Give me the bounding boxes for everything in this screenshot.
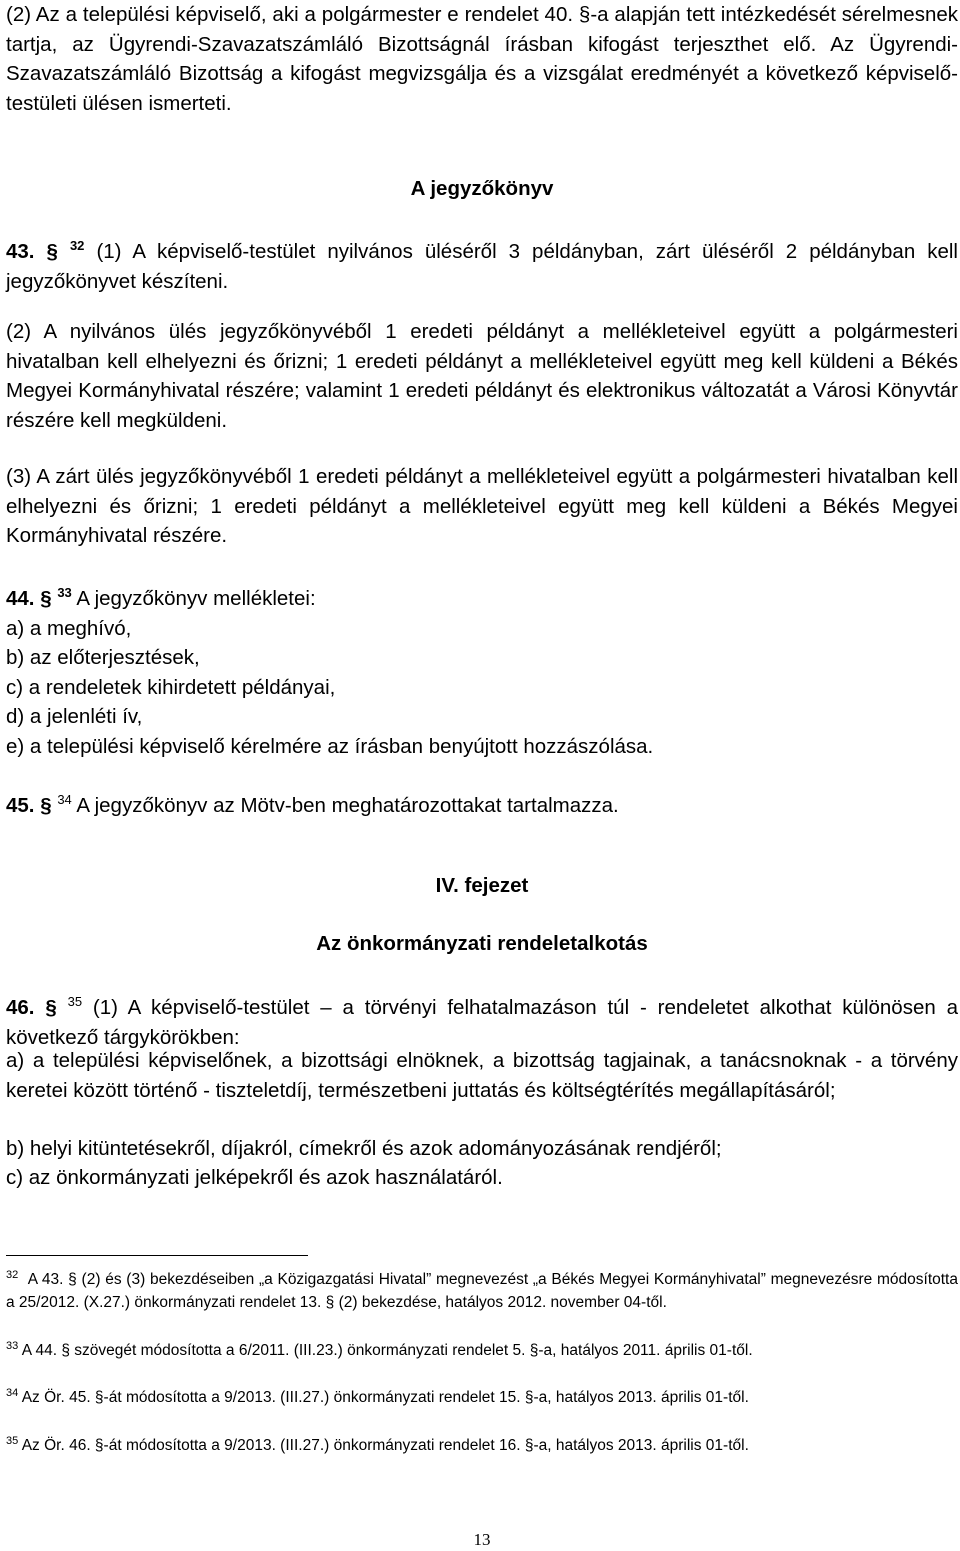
footnote-number: 35 xyxy=(6,1435,19,1447)
section-43-text-1: (1) A képviselő-testület nyilvános üléséről 3 példányban, zárt üléséről 2 példányban kell jegyzőkönyvet készíteni. xyxy=(6,240,958,293)
footnote-number: 33 xyxy=(6,1340,19,1352)
page-number: 13 xyxy=(473,1530,491,1549)
footnote-number: 32 xyxy=(6,1269,19,1281)
section-46-item-c: c) az önkormányzati jelképekről és azok használatáról. xyxy=(6,1166,503,1189)
footnote-ref-33: 33 xyxy=(57,585,72,600)
footnote-text: Az Ör. 45. §-át módosította a 9/2013. (III.27.) önkormányzati rendelet 15. §-a, hatályos 2013. április 01-től. xyxy=(21,1389,749,1406)
section-46-paragraph-1 xyxy=(6,987,958,1052)
list-item: d) a jelenléti ív, xyxy=(6,705,143,728)
footnote-ref-32: 32 xyxy=(69,238,85,253)
paragraph-42-2: (2) Az a települési képviselő, aki a polgármester e rendelet 40. §-a alapján tett intézkedését sérelmesnek tartja, az Ügyrendi-Szavazatszámláló Bizottságnál írásban kifogást terjeszthet elő. Az Ügyrendi-Szavazatszámláló Bizottság a kifogást megvizsgálja és a vizsgálat eredményét a következő képviselő-testületi ülésen ismerteti. xyxy=(6,3,958,115)
list-item: e) a települési képviselő kérelmére az írásban benyújtott hozzászólása. xyxy=(6,734,654,758)
section-46-item-b: b) helyi kitüntetésekről, díjakról, címekről és azok adományozásának rendjéről; xyxy=(6,1137,722,1160)
section-number-45: 45. § xyxy=(6,794,52,817)
section-45 xyxy=(6,785,958,821)
footnote-ref-34: 34 xyxy=(57,792,72,807)
list-item: b) az előterjesztések, xyxy=(6,646,200,669)
section-number-43: 43. § xyxy=(6,240,58,263)
section-45-text: A jegyzőkönyv az Mötv-ben meghatározottakat tartalmazza. xyxy=(76,794,619,817)
footnote-33 xyxy=(6,1335,958,1363)
footnote-text: A 43. § (2) és (3) bekezdéseiben „a Közigazgatási Hivatal” megnevezést „a Békés Megyei Kormányhivatal” megnevezésre módosította a 25/2012. (X.27.) önkormányzati rendelet 13. § (2) bekezdése, hatályos 2012. november 04-től. xyxy=(6,1271,958,1311)
footnote-text: A 44. § szövegét módosította a 6/2011. (III.23.) önkormányzati rendelet 5. §-a, hatályos 2011. április 01-től. xyxy=(21,1342,753,1359)
section-44-intro: A jegyzőkönyv mellékletei: xyxy=(76,587,316,610)
footnote-number: 34 xyxy=(6,1387,19,1399)
footnote-35 xyxy=(6,1430,958,1458)
footnote-separator xyxy=(6,1255,308,1256)
section-46-text-1: (1) A képviselő-testület – a törvényi felhatalmazáson túl - rendeletet alkothat különösen a következő tárgykörökben: xyxy=(6,996,958,1049)
section-number-46: 46. § xyxy=(6,996,57,1019)
section-43-paragraph-3: (3) A zárt ülés jegyzőkönyvéből 1 eredeti példányt a mellékleteivel együtt a polgármesteri hivatalban kell elhelyezni és őrizni; 1 eredeti példányt a mellékleteivel együtt meg kell küldeni a Békés Megyei Kormányhivatal részére. xyxy=(6,465,958,547)
section-number-44: 44. § xyxy=(6,587,52,610)
footnote-32 xyxy=(6,1264,958,1314)
section-46-item-a: a) a települési képviselőnek, a bizottsági elnöknek, a bizottság tagjainak, a tanácsnoknak - a törvény keretei között történő - tiszteletdíj, természetbeni juttatás és költségtérítés megállapításáról; xyxy=(6,1049,958,1102)
list-item: c) a rendeletek kihirdetett példányai, xyxy=(6,675,336,699)
footnote-34 xyxy=(6,1382,958,1410)
footnote-ref-35: 35 xyxy=(67,994,83,1009)
chapter-title: Az önkormányzati rendeletalkotás xyxy=(316,932,648,955)
chapter-number: IV. fejezet xyxy=(435,874,529,897)
section-44 xyxy=(6,578,958,761)
document-page xyxy=(6,0,958,1551)
section-heading-jegyzokonyv: A jegyzőkönyv xyxy=(410,177,554,200)
list-item: a) a meghívó, xyxy=(6,616,132,640)
footnote-text: Az Ör. 46. §-át módosította a 9/2013. (III.27.) önkormányzati rendelet 16. §-a, hatályos 2013. április 01-től. xyxy=(21,1437,749,1454)
section-43-paragraph-1 xyxy=(6,231,958,296)
section-43-paragraph-2: (2) A nyilvános ülés jegyzőkönyvéből 1 eredeti példányt a mellékleteivel együtt a polgármesteri hivatalban kell elhelyezni és őrizni; 1 eredeti példányt a mellékleteivel együtt meg kell küldeni a Békés Megyei Kormányhivatal részére; valamint 1 eredeti példányt és elektronikus változatát a Városi Könyvtár részére kell megküldeni. xyxy=(6,320,958,432)
